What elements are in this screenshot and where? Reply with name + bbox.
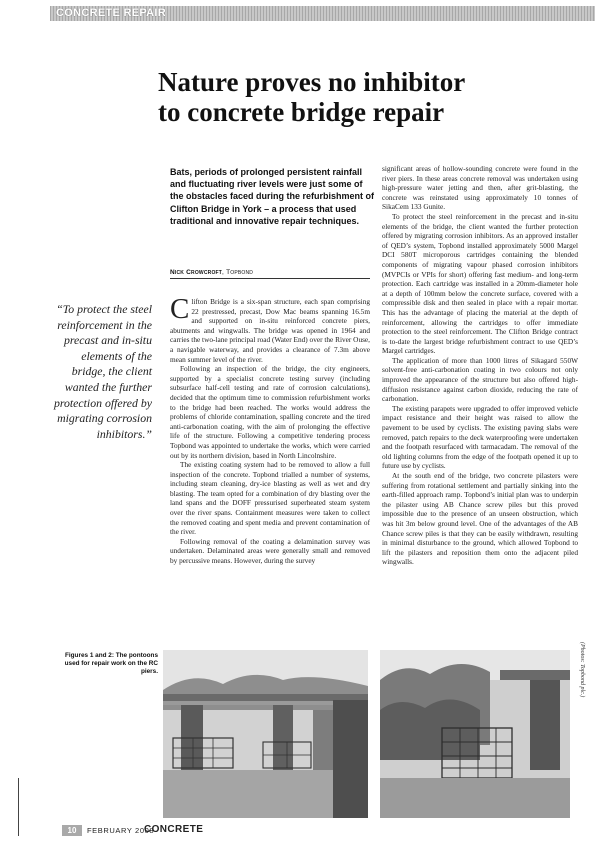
standfirst: Bats, periods of prolonged persistent rainfall and fluctuating river levels were just some of the obstacles faced during the refurbishment of Clifton Bridge in York – a process that used traditional and innovative repair techniques. [170, 167, 375, 226]
body-paragraph [170, 297, 370, 364]
bridge-photo-2-image [380, 650, 570, 818]
issue-date: FEBRUARY 2008 [87, 826, 155, 835]
headline [158, 67, 558, 127]
margin-rule [18, 778, 19, 836]
body-paragraph: Following an inspection of the bridge, the city engineers, supported by a specialist concrete testing survey (including subsurface half-cell testing and rate of corrosion calculations), decided that the optimum time to commission refurbishment works to the bridge had been reached. The works would address the problems of chloride contamination, spalling concrete and the tired anti-carbonation coating, with the aim of prolonging the effective life of the structure. Following a competitive tendering process Topbond was appointed to undertake the works, which were carried out by its northern division, based in North Lincolnshire. [170, 364, 370, 460]
page-number: 10 [62, 825, 82, 836]
figure-caption: Figures 1 and 2: The pontoons used for repair work on the RC piers. [64, 652, 158, 676]
body-paragraph: The existing coating system had to be removed to allow a full inspection of the concrete. Topbond trialled a number of systems, including steam cleaning, dry-ice blasting as well as wet and dry blasting. The team opted for a combination of dry blasting over the land spans and the DOFF pressurised superheated steam system over the river spans. Containment measures were taken to collect the removed coating and spent media and prevent contamination of the river. [170, 460, 370, 537]
byline-separator: , [222, 269, 227, 276]
section-label: CONCRETE REPAIR [56, 7, 167, 19]
photo-credit: (Photos: Topbond plc.) [579, 642, 585, 698]
magazine-title: CONCRETE [144, 824, 204, 835]
byline-rule [170, 278, 370, 279]
section-header [50, 6, 595, 21]
paragraph-text: lifton Bridge is a six-span structure, each span comprising 22 prestressed, precast, Dow Mac beams spanning 16.5m and supported on in-situ reinforced concrete piers, abutments and wingwalls. The bridge was opened in 1964 and carries the two-lane principal road (Water End) over the River Ouse, a navigable waterway, and provides a clearance of 7.3m above mean summer level of the river. [170, 297, 370, 364]
body-paragraph: significant areas of hollow-sounding concrete were found in the river piers. In these areas concrete removal was undertaken using high-pressure water jetting and then, after grit-blasting, the concrete was reinstated using approximately 10 tonnes of SikaCem 133 Gunite. [382, 164, 578, 212]
bridge-photo-1-image [163, 650, 368, 818]
headline-line-1: Nature proves no inhibitor [158, 67, 466, 97]
pull-quote: “To protect the steel reinforcement in the precast and in-situ elements of the bridge, the client wanted the further protection offered by migrating corrosion inhibitors.” [53, 302, 152, 441]
bridge-photo-2 [380, 650, 570, 818]
bridge-photo-1 [163, 650, 368, 818]
byline-author: Nick Crowcroft [170, 269, 223, 276]
body-paragraph: To protect the steel reinforcement in the precast and in-situ elements of the bridge, the client wanted the further protection offered by migrating corrosion inhibitors. As an approved installer of QED’s system, Topbond installed approximately 5000 Margel DCI 580T microporous cartridges containing the blended components of migrating vapour phased corrosion inhibitors (MVPCIs or VPIs for short) offering fast medium- and long-term protection. Each cartridge was installed in a 20mm-diameter hole at a depth of 100mm below the concrete surface, covered with a compressible disk and then sealed in place with a repair mortar. This has the advantage of placing the material at the depth of reinforcement, allowing the cartridges to offer immediate protection to the steel reinforcement. The Clifton Bridge contract is to-date the largest bridge refurbishment contract to use QED’s Margel cartridges. [382, 211, 578, 356]
body-paragraph: At the south end of the bridge, two concrete pilasters were suffering from rotational settlement and partially sinking into the earth-filled approach ramp. Topbond’s initial plan was to underpin the pilaster using AB Chance screw piles but this proved impossible due to the presence of an unseen obstruction, which was hit 3m below ground level. One of the advantages of the AB Chance screw piles is that they can be easily withdrawn, resulting in minimal disturbance to the ground, which allowed Topbond to lift the pilasters and reposition them onto the adjacent piled wingwalls. [382, 471, 578, 567]
drop-cap: C [170, 297, 190, 325]
headline-line-2: to concrete bridge repair [158, 97, 445, 127]
byline-company: Topbond [226, 269, 254, 276]
byline [170, 269, 330, 276]
body-paragraph: The existing parapets were upgraded to offer improved vehicle impact resistance and their height was raised to allow the pavement to be used by cyclists. The existing paving slabs were removed, patch repairs to the deck waterproofing were undertaken and the footpath resurfaced with tarmacadam. The removal of the old lighting columns from the edge of the footpath opened it up to future use by cyclists. [382, 403, 578, 471]
body-paragraph: The application of more than 1000 litres of Sikagard 550W solvent-free anti-carbonation coating in two colours not only improved the appearance of the structure but also offered high-diffusion resistance against carbon dioxide, reducing the rate of carbonation. [382, 355, 578, 404]
body-paragraph: Following removal of the coating a delamination survey was undertaken. Delaminated areas were generally small and removed by percussive means. However, during the survey [170, 536, 370, 566]
